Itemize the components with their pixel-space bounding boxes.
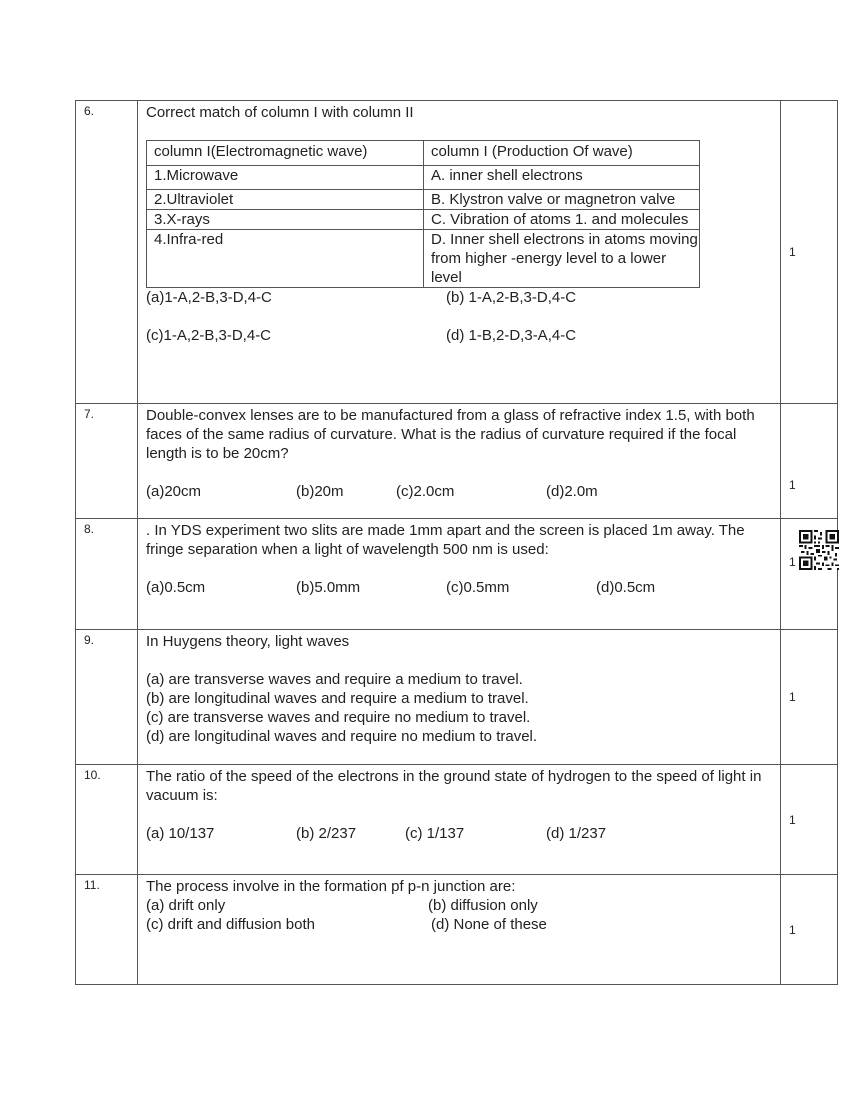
match-header-col1: column I(Electromagnetic wave): [147, 141, 424, 166]
options-line: [146, 288, 772, 307]
question-stem: Correct match of column I with column II: [146, 104, 414, 121]
options-line: [146, 326, 772, 345]
option-d: (d)0.5cm: [596, 579, 656, 596]
question-number: 11.: [76, 875, 138, 985]
question-stem: The process involve in the formation pf p-n junction are:: [146, 878, 516, 895]
question-marks: 1: [781, 519, 838, 630]
question-stem: In Huygens theory, light waves: [146, 633, 350, 650]
options-line: [146, 578, 772, 597]
option-b: (b) 1-A,2-B,3-D,4-C: [446, 289, 577, 306]
option-b: (b) diffusion only: [428, 897, 538, 914]
question-body: [138, 630, 781, 765]
option-d: (d) 1/237: [546, 825, 607, 842]
option-c: (c)2.0cm: [396, 483, 455, 500]
option-d: (d) are longitudinal waves and require no medium to travel.: [146, 728, 538, 745]
option-b: (b)5.0mm: [296, 579, 361, 596]
qr-code-icon: [799, 530, 839, 570]
question-table: [75, 100, 838, 985]
question-stem: The ratio of the speed of the electrons in the ground state of hydrogen to the speed of light in vacuum is:: [146, 768, 762, 804]
question-marks: 1: [781, 630, 838, 765]
match-row: [147, 166, 700, 190]
option-c: (c) 1/137: [405, 825, 465, 842]
option-b: (b) 2/237: [296, 825, 357, 842]
option-a: (a) 10/137: [146, 825, 215, 842]
options-line: [146, 896, 772, 915]
question-body: [138, 101, 781, 404]
option-b: (b)20m: [296, 483, 344, 500]
question-body: [138, 404, 781, 519]
question-marks: 1: [781, 875, 838, 985]
question-stem: . In YDS experiment two slits are made 1mm apart and the screen is placed 1m away. The fringe separation when a light of wavelength 500 nm is used:: [146, 522, 745, 558]
option-a: (a) drift only: [146, 897, 226, 914]
match-cell-left: 4.Infra-red: [147, 230, 424, 288]
match-header-row: [147, 141, 700, 166]
match-header-col2: column I (Production Of wave): [424, 141, 700, 166]
option-c: (c) drift and diffusion both: [146, 916, 315, 933]
question-body: [138, 765, 781, 875]
match-cell-right: B. Klystron valve or magnetron valve: [424, 190, 700, 210]
question-number: 10.: [76, 765, 138, 875]
match-cell-right: D. Inner shell electrons in atoms moving from higher -energy level to a lower level: [424, 230, 700, 288]
question-row-10: [76, 765, 838, 875]
question-row-8: [76, 519, 838, 630]
options-line: [146, 824, 772, 843]
options-line: [146, 482, 772, 501]
question-body: [138, 519, 781, 630]
option-c: (c)1-A,2-B,3-D,4-C: [146, 327, 272, 344]
option-d: (d) None of these: [431, 916, 547, 933]
question-number: 6.: [76, 101, 138, 404]
question-row-11: [76, 875, 838, 985]
match-cell-right: A. inner shell electrons: [424, 166, 700, 190]
option-b: (b) are longitudinal waves and require a medium to travel.: [146, 690, 529, 707]
match-row: [147, 210, 700, 230]
option-d: (d) 1-B,2-D,3-A,4-C: [446, 327, 577, 344]
question-stem: Double-convex lenses are to be manufactured from a glass of refractive index 1.5, with both faces of the same radius of curvature. What is the radius of curvature required if the focal length is to be 20cm?: [146, 407, 755, 462]
option-a: (a) are transverse waves and require a medium to travel.: [146, 671, 523, 688]
match-cell-left: 1.Microwave: [147, 166, 424, 190]
question-marks: 1: [781, 101, 838, 404]
options-line: [146, 915, 772, 934]
option-a: (a)20cm: [146, 483, 202, 500]
question-row-6: [76, 101, 838, 404]
question-row-9: [76, 630, 838, 765]
option-d: (d)2.0m: [546, 483, 598, 500]
match-cell-left: 2.Ultraviolet: [147, 190, 424, 210]
match-cell-left: 3.X-rays: [147, 210, 424, 230]
question-number: 7.: [76, 404, 138, 519]
question-number: 8.: [76, 519, 138, 630]
question-row-7: [76, 404, 838, 519]
match-table: [146, 140, 700, 288]
match-cell-right: C. Vibration of atoms 1. and molecules: [424, 210, 700, 230]
option-a: (a)1-A,2-B,3-D,4-C: [146, 289, 272, 306]
match-row: [147, 230, 700, 288]
option-c: (c)0.5mm: [446, 579, 510, 596]
question-body: [138, 875, 781, 985]
question-marks: 1: [781, 404, 838, 519]
question-marks: 1: [781, 765, 838, 875]
match-row: [147, 190, 700, 210]
option-c: (c) are transverse waves and require no medium to travel.: [146, 709, 531, 726]
question-number: 9.: [76, 630, 138, 765]
option-a: (a)0.5cm: [146, 579, 206, 596]
